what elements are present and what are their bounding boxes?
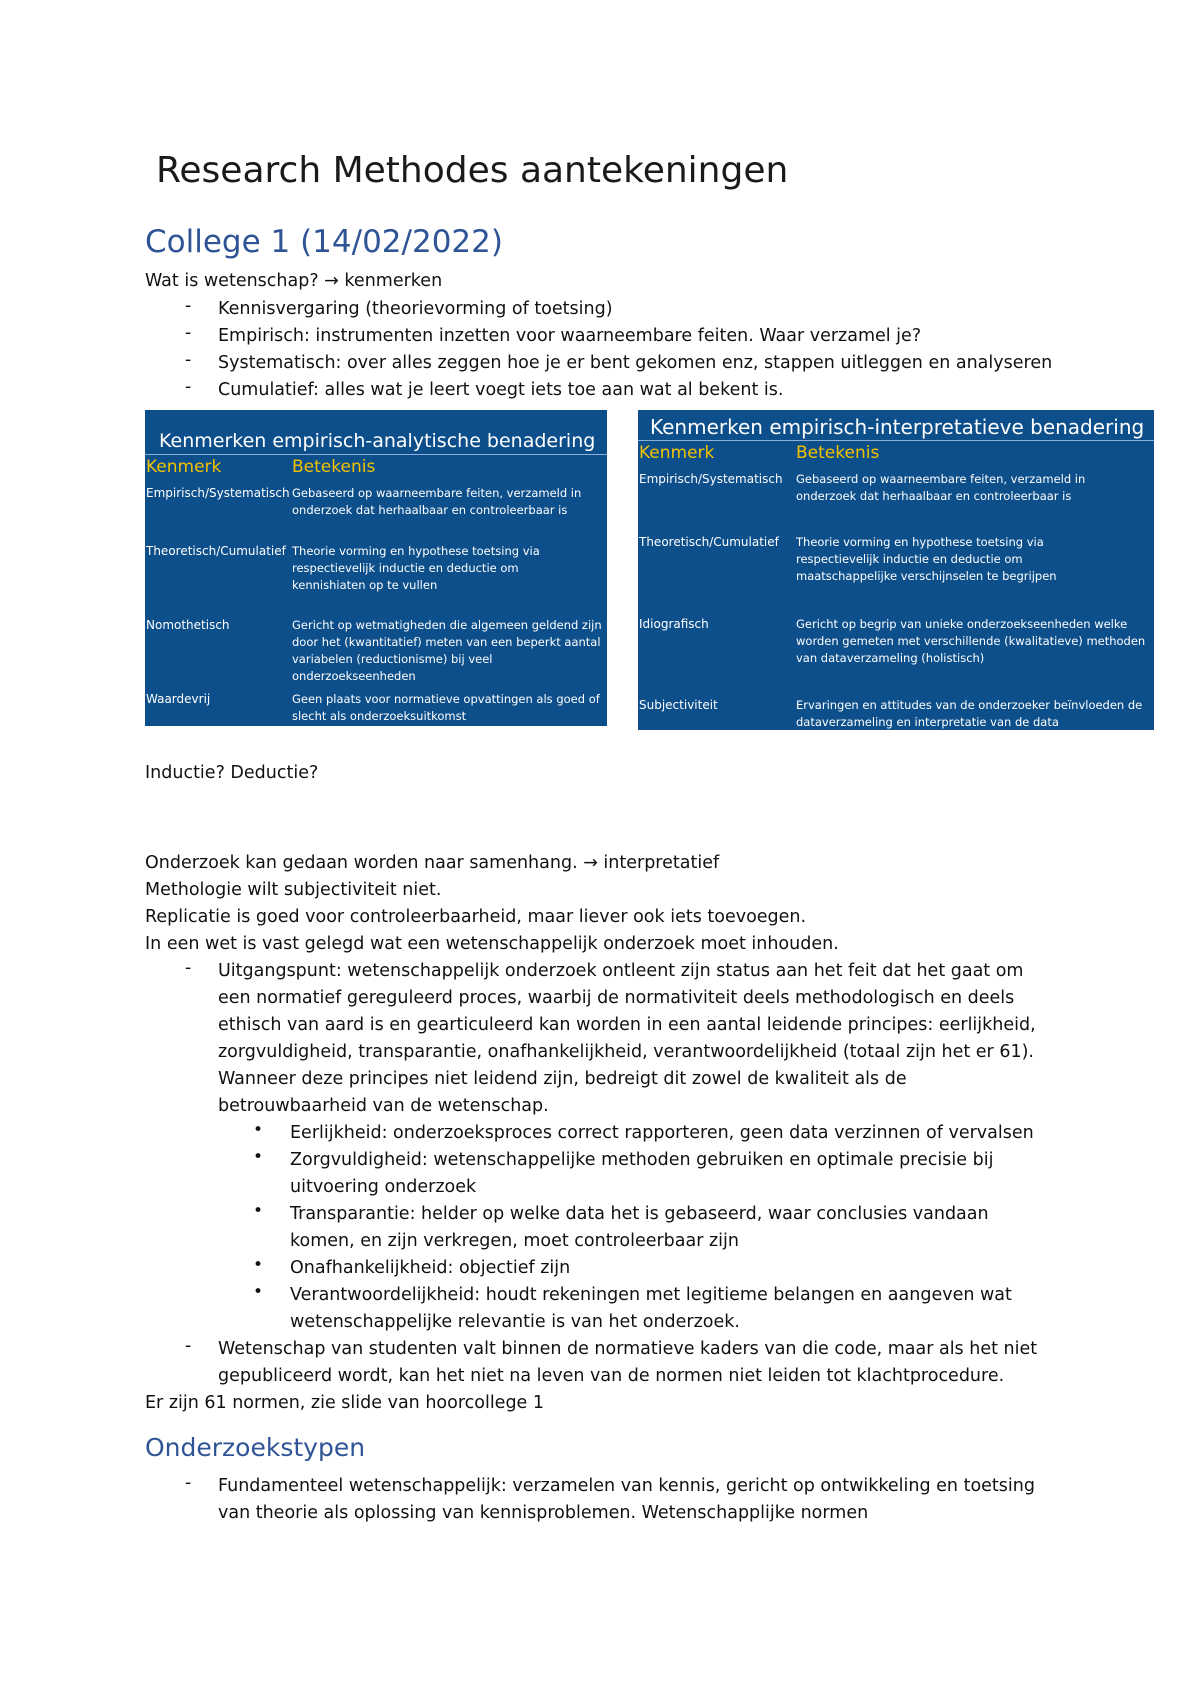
bullet-mark: • [253, 1147, 264, 1167]
bullet-item-line: Eerlijkheid: onderzoeksproces correct rapporteren, geen data verzinnen of vervalsen [290, 1123, 1034, 1143]
bullet-item-line: wetenschappelijke relevantie is van het onderzoek. [290, 1312, 740, 1332]
bullet-mark: • [253, 1120, 264, 1140]
normen-line: Er zijn 61 normen, zie slide van hoorcollege 1 [145, 1393, 545, 1413]
row-kenmerk: Waardevrij [146, 692, 211, 706]
col-header-betekenis: Betekenis [796, 443, 880, 463]
bullet-item-line: Verantwoordelijkheid: houdt rekeningen met legitieme belangen en aangeven wat [290, 1285, 1012, 1305]
row-betekenis: Theorie vorming en hypothese toetsing via respectievelijk inductie en deductie om kennishiaten op te vullen [292, 544, 540, 592]
list-item-line: zorgvuldigheid, transparantie, onafhankelijkheid, verantwoordelijkheid (totaal zijn het er 61). [218, 1042, 1034, 1062]
list-item: Kennisvergaring (theorievorming of toetsing) [218, 299, 613, 319]
list-dash: - [185, 377, 192, 397]
slide-title: Kenmerken empirisch-analytische benadering [159, 430, 596, 452]
slide-empirisch-analytisch [145, 410, 607, 726]
list-item-line: Wetenschap van studenten valt binnen de normatieve kaders van die code, maar als het niet [218, 1339, 1038, 1359]
list-item-line: Uitgangspunt: wetenschappelijk onderzoek ontleent zijn status aan het feit dat het gaat om [218, 961, 1024, 981]
bullet-mark: • [253, 1255, 264, 1275]
row-betekenis: Geen plaats voor normatieve opvattingen als goed of slecht als onderzoeksuitkomst [292, 692, 600, 723]
intro-line: Wat is wetenschap? → kenmerken [145, 271, 443, 291]
slide-rule [145, 454, 607, 455]
list-item: Empirisch: instrumenten inzetten voor waarneembare feiten. Waar verzamel je? [218, 326, 922, 346]
list-item-line: een normatief gereguleerd proces, waarbij de normativiteit deels methodologisch en deels [218, 988, 1015, 1008]
inductie-deductie-line: Inductie? Deductie? [145, 763, 319, 783]
row-kenmerk: Subjectiviteit [639, 698, 718, 712]
list-item-line: betrouwbaarheid van de wetenschap. [218, 1096, 549, 1116]
bullet-item-line: uitvoering onderzoek [290, 1177, 477, 1197]
list-dash: - [185, 958, 192, 978]
page-title: Research Methodes aantekeningen [156, 150, 789, 191]
row-betekenis: Gericht op wetmatigheden die algemeen geldend zijn door het (kwantitatief) meten van een beperkt aantal variabelen (reductionisme) bij veel onderzoekseenheden [292, 618, 602, 683]
row-betekenis: Gericht op begrip van unieke onderzoekseenheden welke worden gemeten met verschillende (kwalitatieve) methoden van dataverzameling (holistisch) [796, 617, 1146, 665]
list-item: Systematisch: over alles zeggen hoe je er bent gekomen enz, stappen uitleggen en analyseren [218, 353, 1053, 373]
slide-rule [638, 440, 1154, 441]
list-item-line: Fundamenteel wetenschappelijk: verzamelen van kennis, gericht op ontwikkeling en toetsing [218, 1476, 1035, 1496]
row-betekenis: Ervaringen en attitudes van de onderzoeker beïnvloeden de dataverzameling en interpretatie van de data [796, 698, 1143, 729]
row-kenmerk: Empirisch/Systematisch [146, 486, 290, 500]
list-item: Cumulatief: alles wat je leert voegt iets toe aan wat al bekent is. [218, 380, 784, 400]
list-dash: - [185, 350, 192, 370]
row-kenmerk: Idiografisch [639, 617, 709, 631]
list-dash: - [185, 323, 192, 343]
onderzoekstypen-heading: Onderzoekstypen [145, 1433, 366, 1462]
paragraph-line: In een wet is vast gelegd wat een wetenschappelijk onderzoek moet inhouden. [145, 934, 839, 954]
col-header-kenmerk: Kenmerk [639, 443, 715, 463]
list-dash: - [185, 296, 192, 316]
bullet-mark: • [253, 1282, 264, 1302]
row-kenmerk: Theoretisch/Cumulatief [146, 544, 286, 558]
row-betekenis: Gebaseerd op waarneembare feiten, verzameld in onderzoek dat herhaalbaar en controleerbaar is [292, 486, 582, 517]
slide-empirisch-interpretatief [638, 410, 1154, 730]
col-header-betekenis: Betekenis [292, 457, 376, 477]
bullet-item-line: Onafhankelijkheid: objectief zijn [290, 1258, 571, 1278]
row-kenmerk: Theoretisch/Cumulatief [639, 535, 779, 549]
row-betekenis: Theorie vorming en hypothese toetsing via respectievelijk inductie en deductie om maatschappelijke verschijnselen te begrijpen [796, 535, 1057, 583]
list-dash: - [185, 1473, 192, 1493]
list-item-line: Wanneer deze principes niet leidend zijn, bedreigt dit zowel de kwaliteit als de [218, 1069, 907, 1089]
bullet-mark: • [253, 1201, 264, 1221]
paragraph-line: Replicatie is goed voor controleerbaarheid, maar liever ook iets toevoegen. [145, 907, 807, 927]
bullet-item-line: Transparantie: helder op welke data het is gebaseerd, waar conclusies vandaan [290, 1204, 989, 1224]
bullet-item-line: komen, en zijn verkregen, moet controleerbaar zijn [290, 1231, 740, 1251]
row-betekenis: Gebaseerd op waarneembare feiten, verzameld in onderzoek dat herhaalbaar en controleerbaar is [796, 472, 1086, 503]
list-item-line: gepubliceerd wordt, kan het niet na leven van de normen niet leiden tot klachtprocedure. [218, 1366, 1005, 1386]
col-header-kenmerk: Kenmerk [146, 457, 222, 477]
list-dash: - [185, 1336, 192, 1356]
row-kenmerk: Empirisch/Systematisch [639, 472, 783, 486]
slide-title: Kenmerken empirisch-interpretatieve benadering [650, 415, 1145, 439]
paragraph-line: Methologie wilt subjectiviteit niet. [145, 880, 442, 900]
row-kenmerk: Nomothetisch [146, 618, 230, 632]
paragraph-line: Onderzoek kan gedaan worden naar samenhang. → interpretatief [145, 853, 720, 873]
list-item-line: ethisch van aard is en gearticuleerd kan worden in een aantal leidende principes: eerlijkheid, [218, 1015, 1036, 1035]
list-item-line: van theorie als oplossing van kennisproblemen. Wetenschapplijke normen [218, 1503, 869, 1523]
bullet-item-line: Zorgvuldigheid: wetenschappelijke methoden gebruiken en optimale precisie bij [290, 1150, 994, 1170]
college-1-heading: College 1 (14/02/2022) [145, 224, 503, 260]
